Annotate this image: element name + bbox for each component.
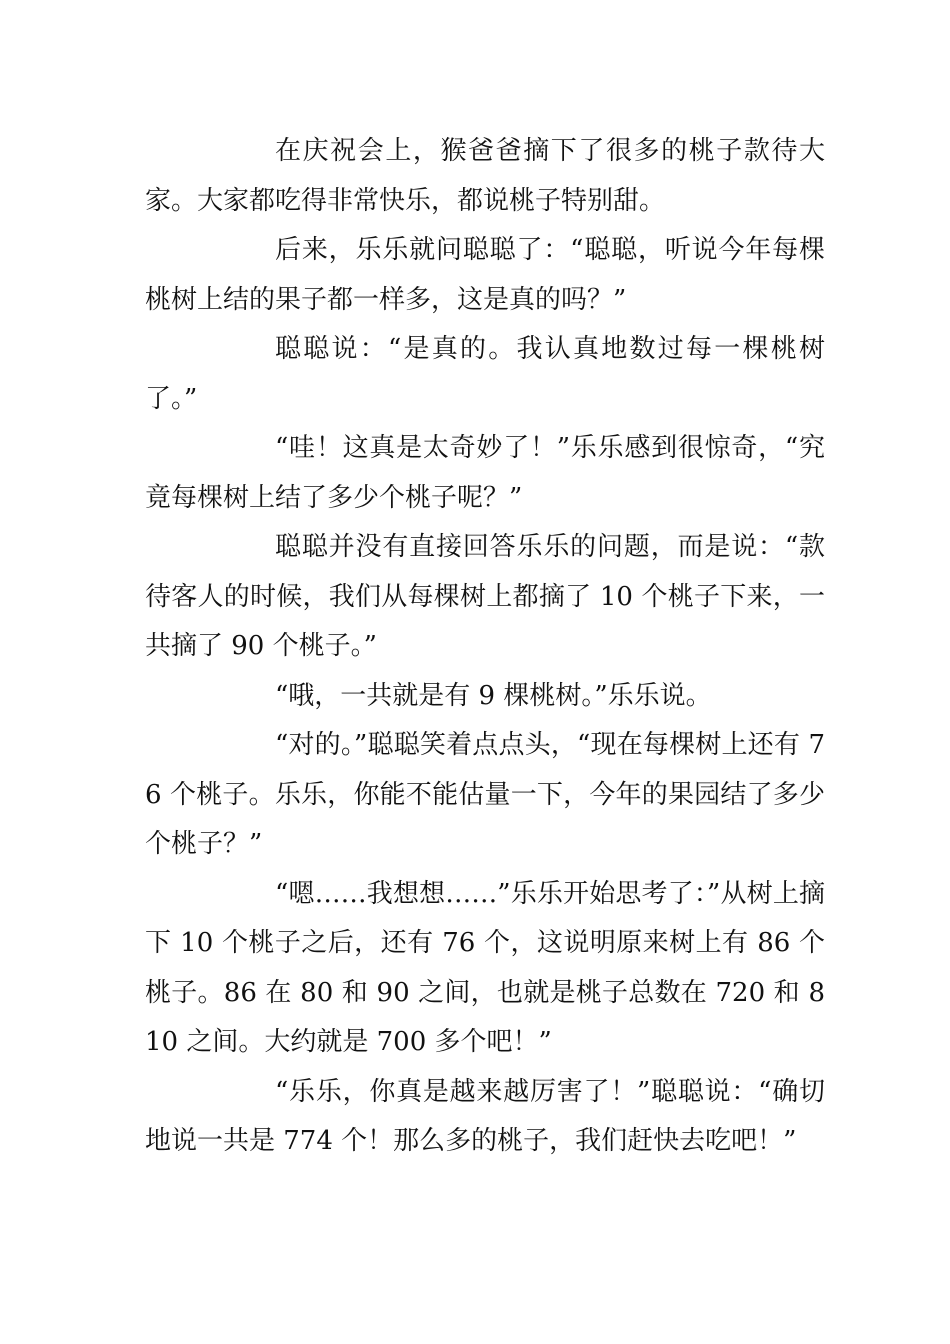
paragraph: 聪聪并没有直接回答乐乐的问题，而是说：“款待客人的时候，我们从每棵树上都摘了 10 个桃子下来，一共摘了 90 个桃子。”	[145, 532, 825, 661]
paragraph: “乐乐，你真是越来越厉害了！”聪聪说：“确切地说一共是 774 个！那么多的桃子，我们赶快去吃吧！”	[145, 1076, 825, 1156]
paragraph: “对的。”聪聪笑着点点头，“现在每棵树上还有 76 个桃子。乐乐，你能不能估量一下，今年的果园结了多少个桃子？”	[145, 730, 825, 859]
paragraph: 在庆祝会上，猴爸爸摘下了很多的桃子款待大家。大家都吃得非常快乐，都说桃子特别甜。	[145, 136, 825, 216]
paragraph: “哇！这真是太奇妙了！”乐乐感到很惊奇，“究竟每棵树上结了多少个桃子呢？”	[145, 433, 825, 513]
paragraph: 聪聪说：“是真的。我认真地数过每一棵桃树了。”	[145, 334, 825, 414]
paragraph: “哦，一共就是有 9 棵桃树。”乐乐说。	[275, 680, 712, 711]
paragraph: “嗯……我想想……”乐乐开始思考了：”从树上摘下 10 个桃子之后，还有 76 个，这说明原来树上有 86 个桃子。86 在 80 和 90 之间，也就是桃子总数在 720 和 810 之间。大约就是 700 多个吧！”	[145, 878, 825, 1057]
paragraph: 后来，乐乐就问聪聪了：“聪聪，听说今年每棵桃树上结的果子都一样多，这是真的吗？”	[145, 235, 825, 315]
story-text	[145, 127, 825, 1167]
